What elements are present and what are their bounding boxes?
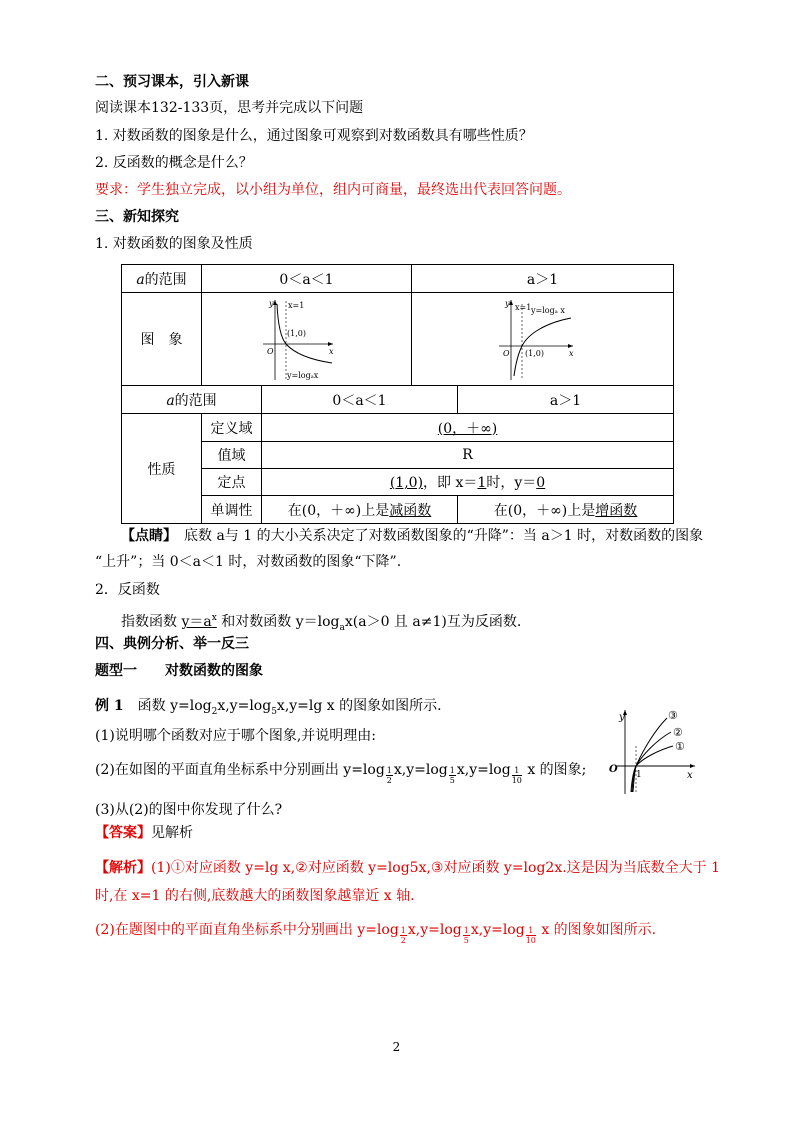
increasing-log-graph bbox=[493, 296, 593, 382]
monotonicity-lt1: 在(0，＋∞)上是减函数 bbox=[262, 496, 458, 524]
monotonicity-label: 单调性 bbox=[202, 496, 262, 524]
graph-increasing bbox=[412, 293, 674, 386]
domain-value: (0，＋∞) bbox=[262, 414, 674, 442]
graph-decreasing bbox=[202, 293, 412, 386]
svg-text:y: y bbox=[504, 299, 510, 308]
svg-text:y=logₐ x: y=logₐ x bbox=[530, 306, 565, 315]
range-value: R bbox=[262, 442, 674, 469]
image-label: 图 象 bbox=[122, 293, 202, 386]
example-1-figure bbox=[605, 706, 703, 796]
subsection-graph-properties: 1. 对数函数的图象及性质 bbox=[95, 236, 253, 252]
svg-text:③: ③ bbox=[668, 709, 678, 722]
svg-text:①: ① bbox=[675, 740, 685, 753]
svg-text:O: O bbox=[266, 347, 274, 356]
fixed-point-label: 定点 bbox=[202, 469, 262, 496]
row-gt1: a＞1 bbox=[458, 386, 674, 414]
svg-text:y: y bbox=[619, 712, 625, 723]
svg-text:(1,0): (1,0) bbox=[286, 329, 306, 338]
row-a-range: a的范围 bbox=[122, 386, 262, 414]
header-lt1: 0＜a＜1 bbox=[202, 265, 412, 293]
inverse-statement: 指数函数 $y=a^x$ 和对数函数 $y=\log_ax(a>0$ 且 a≠1)互为反函数. bbox=[121, 613, 522, 633]
svg-text:1: 1 bbox=[636, 770, 642, 780]
section-title-examples: 四、典例分析、举一反三 bbox=[95, 636, 249, 652]
section-title-preview: 二、预习课本，引入新课 bbox=[95, 74, 249, 90]
svg-text:(1,0): (1,0) bbox=[524, 349, 544, 358]
svg-text:O: O bbox=[609, 764, 618, 775]
decreasing-log-graph bbox=[257, 296, 357, 382]
row-lt1: 0＜a＜1 bbox=[262, 386, 458, 414]
svg-text:x: x bbox=[328, 347, 334, 356]
analysis-line-3: (2)在题图中的平面直角坐标系中分别画出 y=log $\frac{1}{2}$ x,y=log $\frac{1}{5}$ x,y=log $\frac{1}{10}$ x 的图象如图所示. bbox=[95, 922, 657, 945]
reading-instruction: 阅读课本132-133页，思考并完成以下问题 bbox=[95, 100, 364, 116]
svg-text:O: O bbox=[502, 349, 510, 358]
log-function-table bbox=[121, 264, 674, 524]
tip-line-2: “上升”；当 0＜a＜1 时，对数函数的图象“下降”. bbox=[95, 554, 402, 570]
header-gt1: a＞1 bbox=[412, 265, 674, 293]
svg-text:②: ② bbox=[673, 726, 683, 739]
analysis-line-1: 【解析】(1)①对应函数 y=lg x,②对应函数 y=log5x,③对应函数 y=log2x.这是因为当底数全大于 1 bbox=[95, 860, 721, 876]
requirement-note: 要求：学生独立完成，以小组为单位，组内可商量，最终选出代表回答问题。 bbox=[95, 182, 571, 198]
inverse-title: 2．反函数 bbox=[95, 582, 160, 598]
analysis-line-2: 时,在 x=1 的右侧,底数越大的函数图象越靠近 x 轴. bbox=[95, 888, 415, 904]
svg-text:x: x bbox=[687, 770, 693, 781]
example-1-part-2: (2)在如图的平面直角坐标系中分别画出 y=log $\frac{1}{2}$ x,y=log $\frac{1}{5}$ x,y=log $\frac{1}{10}$ x 的图象; bbox=[95, 762, 587, 785]
example-1-part-1: (1)说明哪个函数对应于哪个图象,并说明理由: bbox=[95, 728, 376, 744]
domain-label: 定义域 bbox=[202, 414, 262, 442]
range-label: 值域 bbox=[202, 442, 262, 469]
page-number: 2 bbox=[392, 1040, 401, 1054]
properties-label: 性质 bbox=[122, 414, 202, 524]
question-2: 2. 反函数的概念是什么？ bbox=[95, 155, 253, 171]
tip-line-1: 【点睛】 底数 a与 1 的大小关系决定了对数函数图象的“升降”：当 a＞1 时，对数函数的图象 bbox=[121, 528, 704, 544]
svg-text:x: x bbox=[568, 349, 574, 358]
question-1: 1. 对数函数的图象是什么，通过图象可观察到对数函数具有哪些性质？ bbox=[95, 128, 533, 144]
svg-text:y: y bbox=[268, 299, 274, 308]
monotonicity-gt1: 在(0，＋∞)上是增函数 bbox=[458, 496, 674, 524]
section-title-explore: 三、新知探究 bbox=[95, 209, 179, 225]
example-1-part-3: (3)从(2)的图中你发现了什么? bbox=[95, 802, 283, 818]
fixed-point-value: (1,0)，即 x＝1时，y＝0 bbox=[262, 469, 674, 496]
answer-line: 【答案】见解析 bbox=[95, 825, 193, 841]
type-1-title: 题型一 对数函数的图象 bbox=[95, 663, 263, 679]
svg-text:x=1: x=1 bbox=[287, 301, 304, 310]
header-a-range: a的范围 bbox=[122, 265, 202, 293]
svg-text:x=1: x=1 bbox=[514, 303, 531, 312]
example-1-statement: 例 1 函数 $y=\log_2x,y=\log_5x,y=\lg$ x 的图象如图所示. bbox=[95, 698, 442, 717]
svg-text:y=logₐx: y=logₐx bbox=[286, 371, 318, 380]
